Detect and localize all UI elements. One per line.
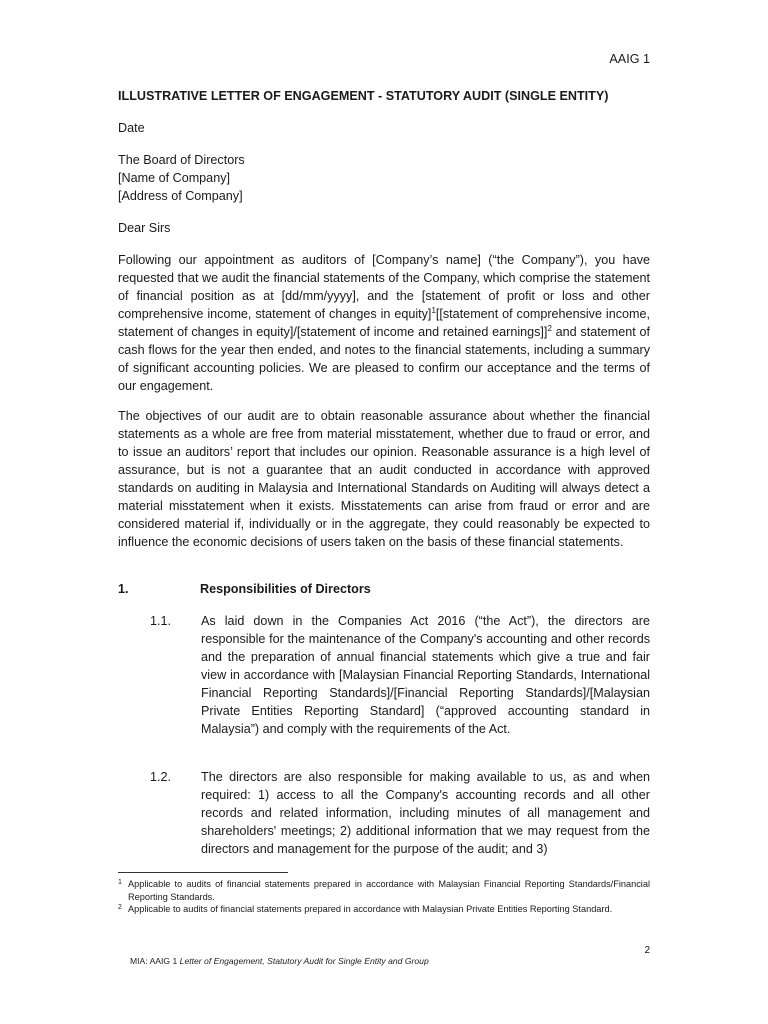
document-reference: AAIG 1 <box>609 52 650 66</box>
subsection-text: The directors are also responsible for making available to us, as and when required: 1) access to all the Company's accounting records and all other records and related information, including minutes of all management and shareholders' meetings; 2) additional information that we may request from the directors and management for the purpose of the audit; and 3) <box>201 770 650 856</box>
section-heading <box>118 580 371 598</box>
footnote-ref-2: 2 <box>547 323 552 333</box>
intro-text: and statement of cash flows for the year then ended, and notes to the financial statements, including a summary of significant accounting policies. We are pleased to confirm our acceptance and the terms of our engagement. <box>118 325 650 393</box>
objectives-text: The objectives of our audit are to obtain reasonable assurance about whether the financial statements as a whole are free from material misstatement, whether due to fraud or error, and to issue an auditors’ report that includes our opinion. Reasonable assurance is a high level of assurance, but is not a guarantee that an audit conducted in accordance with approved standards on auditing in Malaysia and International Standards on Auditing will always detect a material misstatement when it exists. Misstatements can arise from fraud or error and are considered material if, individually or in the aggregate, they could reasonably be expected to influence the economic decisions of users taken on the basis of these financial statements. <box>118 409 650 549</box>
intro-text: [[statement of comprehensive income, statement of changes in equity]/[statement of income and retained earnings]] <box>118 307 650 339</box>
section-number: 1. <box>118 582 129 596</box>
salutation: Dear Sirs <box>118 221 171 235</box>
section-title: Responsibilities of Directors <box>200 582 371 596</box>
subsection-number: 1.1. <box>150 614 172 628</box>
document-title: ILLUSTRATIVE LETTER OF ENGAGEMENT - STATUTORY AUDIT (SINGLE ENTITY) <box>118 89 609 103</box>
intro-paragraph <box>118 251 650 395</box>
footnote-ref-1: 1 <box>431 305 436 315</box>
footnote-divider <box>118 872 288 873</box>
addressee-line: [Address of Company] <box>118 189 243 203</box>
footnote <box>118 878 650 903</box>
page-number: 2 <box>644 945 650 956</box>
addressee-line: [Name of Company] <box>118 171 230 185</box>
subsection-number: 1.2. <box>150 770 172 784</box>
footnote-mark: 1 <box>118 879 122 886</box>
subsection-text: As laid down in the Companies Act 2016 (“the Act”), the directors are responsible for the maintenance of the Company's accounting and other records and the preparation of annual financial statements which give a true and fair view in accordance with [Malaysian Financial Reporting Standards, International Financial Reporting Standards]/[Financial Reporting Standards]/[Malaysian Private Entities Reporting Standard] (“approved accounting standard in Malaysia”) and comply with the requirements of the Act. <box>201 614 650 736</box>
footnote-text: Applicable to audits of financial statements prepared in accordance with Malaysian Financial Reporting Standards/Financial Reporting Standards. <box>128 879 650 902</box>
footnote-mark: 2 <box>118 904 122 911</box>
addressee-line: The Board of Directors <box>118 153 245 167</box>
footnotes <box>118 878 650 916</box>
footer-title: Letter of Engagement, Statutory Audit for Single Entity and Group <box>179 956 429 966</box>
intro-text: Following our appointment as auditors of [Company’s name] (“the Company”), you have requested that we audit the financial statements of the Company, which comprise the statement of financial position as at [dd/mm/yyyy], and the [statement of profit or loss and other comprehensive income, statement of changes in equity] <box>118 253 650 321</box>
objectives-paragraph <box>118 407 650 551</box>
footnote-text: Applicable to audits of financial statements prepared in accordance with Malaysian Private Entities Reporting Standard. <box>128 904 613 914</box>
footer-prefix: MIA: AAIG 1 <box>130 956 180 966</box>
date-line: Date <box>118 121 145 135</box>
addressee-block <box>118 151 650 205</box>
footnote <box>118 903 650 916</box>
page-footer <box>130 952 429 970</box>
